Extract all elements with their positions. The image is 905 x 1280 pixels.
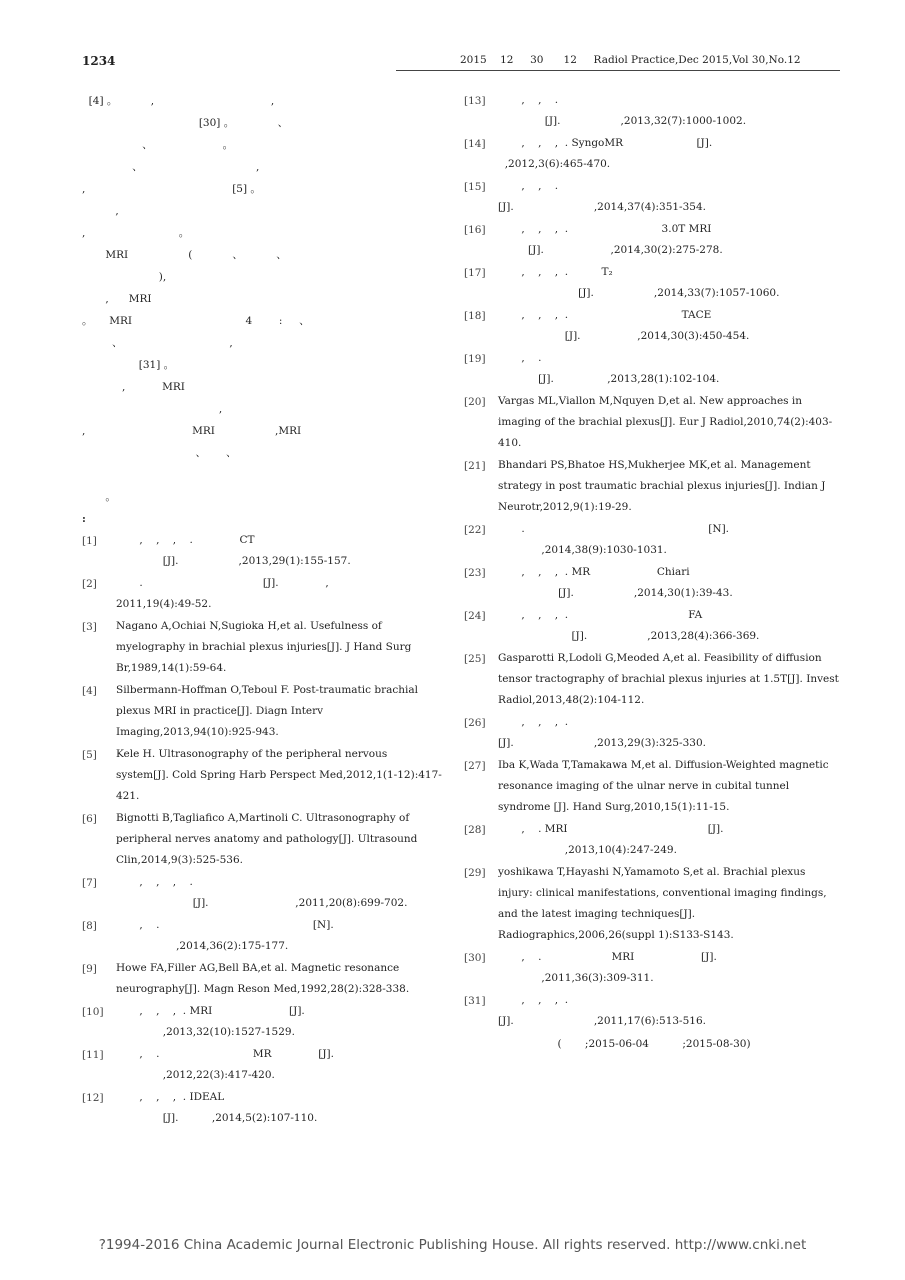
page-number: 1234 xyxy=(82,54,116,68)
reference-item xyxy=(464,455,840,518)
reference-number: [25] xyxy=(464,653,486,665)
copyright-footer: ?1994-2016 China Academic Journal Electronic Publishing House. All rights reserved. http://www.cnki.net xyxy=(98,1237,807,1253)
reference-text: , . [N]. ,2014,36(2):175-177. xyxy=(139,919,334,952)
reference-number: [22] xyxy=(464,524,486,536)
body-line: , MRI ,MRI xyxy=(82,425,302,437)
reference-text: , . MRI [J]. ,2011,36(3):309-311. xyxy=(521,951,717,984)
reference-item xyxy=(464,990,840,1032)
reference-text: , , , . TACE [J]. ,2014,30(3):450-454. xyxy=(521,309,750,342)
reference-list-right xyxy=(464,90,843,1032)
reference-item xyxy=(82,530,442,572)
reference-text: , , . [J]. ,2014,37(4):351-354. xyxy=(498,180,706,213)
reference-text: Bhandari PS,Bhatoe HS,Mukherjee MK,et al. Management strategy in post traumatic brachial plexus injuries[J]. Indian J Neurotr,2012,9(1):19-29. xyxy=(498,459,829,513)
reference-number: [19] xyxy=(464,353,486,365)
reference-text: , , , . T₂ [J]. ,2014,33(7):1057-1060. xyxy=(521,266,780,299)
reference-list-left xyxy=(82,530,442,1129)
reference-text: , , , . IDEAL [J]. ,2014,5(2):107-110. xyxy=(139,1091,318,1124)
reference-item xyxy=(82,1001,442,1043)
reference-text: Nagano A,Ochiai N,Sugioka H,et al. Usefulness of myelography in brachial plexus injuries[J]. J Hand Surg Br,1989,14(1):59-64. xyxy=(116,620,415,674)
reference-text: , , , . 3.0T MRI [J]. ,2014,30(2):275-278. xyxy=(521,223,723,256)
received-dates: ( ;2015-06-04 ;2015-08-30) xyxy=(464,1038,751,1050)
body-line: , MRI xyxy=(82,381,185,393)
reference-number: [30] xyxy=(464,952,486,964)
reference-text: , . [J]. ,2013,28(1):102-104. xyxy=(521,352,720,385)
body-line: ), xyxy=(82,271,167,283)
reference-text: , , , . MRI [J]. ,2013,32(10):1527-1529. xyxy=(139,1005,305,1038)
body-line: , xyxy=(82,205,119,217)
reference-item xyxy=(464,648,843,711)
reference-text: . [J]. , 2011,19(4):49-52. xyxy=(116,577,329,610)
reference-item xyxy=(464,262,840,304)
reference-number: [9] xyxy=(82,963,97,975)
reference-item xyxy=(464,176,840,218)
reference-number: [31] xyxy=(464,995,486,1007)
reference-number: [15] xyxy=(464,181,486,193)
reference-text: Vargas ML,Viallon M,Nquyen D,et al. New approaches in imaging of the brachial plexus[J]. Eur J Radiol,2010,74(2):403-410. xyxy=(498,395,833,449)
reference-number: [14] xyxy=(464,138,486,150)
body-line: , xyxy=(82,403,223,415)
body-line: 、 , xyxy=(82,337,233,349)
body-line: 。 xyxy=(82,491,116,503)
reference-item xyxy=(82,680,442,743)
reference-text: , , , . FA [J]. ,2013,28(4):366-369. xyxy=(521,609,760,642)
body-line: [31] 。 xyxy=(82,359,175,371)
reference-number: [28] xyxy=(464,824,486,836)
reference-item xyxy=(82,915,442,957)
reference-number: [23] xyxy=(464,567,486,579)
reference-item xyxy=(82,808,442,871)
reference-number: [5] xyxy=(82,749,97,761)
body-line: , [5] 。 xyxy=(82,183,261,195)
body-line: 、 , xyxy=(82,161,260,173)
right-column xyxy=(464,90,843,1055)
reference-text: , , , . CT [J]. ,2013,29(1):155-157. xyxy=(139,534,351,567)
reference-item xyxy=(82,573,442,615)
reference-item xyxy=(464,562,840,604)
reference-item xyxy=(464,862,840,946)
reference-number: [10] xyxy=(82,1006,104,1018)
reference-number: [17] xyxy=(464,267,486,279)
reference-number: [29] xyxy=(464,867,486,879)
reference-text: , , , . [J]. ,2011,20(8):699-702. xyxy=(139,876,408,909)
reference-text: , , , . SyngoMR [J]. ,2012,3(6):465-470. xyxy=(504,137,713,170)
reference-item xyxy=(82,872,442,914)
reference-item xyxy=(464,712,840,754)
reference-number: [7] xyxy=(82,877,97,889)
reference-number: [8] xyxy=(82,920,97,932)
reference-text: , . MRI [J]. ,2013,10(4):247-249. xyxy=(521,823,724,856)
reference-number: [26] xyxy=(464,717,486,729)
reference-number: [12] xyxy=(82,1092,104,1104)
reference-text: Bignotti B,Tagliafico A,Martinoli C. Ultrasonography of peripheral nerves anatomy and pathology[J]. Ultrasound Clin,2014,9(3):525-536. xyxy=(116,812,421,866)
body-line: , 。 xyxy=(82,227,190,239)
reference-number: [1] xyxy=(82,535,97,547)
reference-text: Howe FA,Filler AG,Bell BA,et al. Magnetic resonance neurography[J]. Magn Reson Med,1992,28(2):328-338. xyxy=(116,962,410,995)
header-rule xyxy=(396,70,840,71)
reference-item xyxy=(464,819,840,861)
reference-item xyxy=(82,616,442,679)
reference-text: , , , . [J]. ,2013,29(3):325-330. xyxy=(498,716,706,749)
reference-item xyxy=(82,1044,442,1086)
reference-item xyxy=(464,519,840,561)
left-column xyxy=(82,90,442,1130)
reference-item xyxy=(464,947,840,989)
reference-number: [21] xyxy=(464,460,486,472)
reference-item xyxy=(464,133,840,175)
reference-text: Gasparotti R,Lodoli G,Meoded A,et al. Feasibility of diffusion tensor tractography of brachial plexus injuries at 1.5T[J]. Invest Radiol,2013,48(2):104-112. xyxy=(498,652,843,706)
reference-text: Iba K,Wada T,Tamakawa M,et al. Diffusion-Weighted magnetic resonance imaging of the ulnar nerve in cubital tunnel syndrome [J]. Hand Surg,2010,15(1):11-15. xyxy=(498,759,832,813)
reference-text: , , , . [J]. ,2011,17(6):513-516. xyxy=(498,994,706,1027)
body-text xyxy=(82,90,442,508)
reference-number: [27] xyxy=(464,760,486,772)
reference-item xyxy=(464,605,840,647)
reference-item xyxy=(464,305,840,347)
reference-number: [4] xyxy=(82,685,97,697)
body-line xyxy=(82,464,442,486)
reference-text: Kele H. Ultrasonography of the peripheral nervous system[J]. Cold Spring Harb Perspect Med,2012,1(1-12):417-421. xyxy=(116,748,442,802)
reference-number: [18] xyxy=(464,310,486,322)
body-line: 。 MRI 4 : 、 xyxy=(82,315,310,327)
reference-number: [13] xyxy=(464,95,486,107)
reference-number: [24] xyxy=(464,610,486,622)
reference-text: yoshikawa T,Hayashi N,Yamamoto S,et al. Brachial plexus injury: clinical manifestations, conventional imaging findings, and the latest imaging techniques[J]. Radiographics,2006,26(suppl 1):S133-S143. xyxy=(498,866,830,941)
reference-number: [2] xyxy=(82,578,97,590)
reference-item xyxy=(464,90,840,132)
reference-text: . [N]. ,2014,38(9):1030-1031. xyxy=(521,523,730,556)
reference-number: [6] xyxy=(82,813,97,825)
reference-text: , . MR [J]. ,2012,22(3):417-420. xyxy=(139,1048,334,1081)
reference-item xyxy=(82,958,442,1000)
body-line: 、 。 xyxy=(82,139,234,151)
body-line: 、 、 xyxy=(82,447,237,459)
reference-item xyxy=(464,219,840,261)
reference-item xyxy=(82,744,442,807)
reference-number: [16] xyxy=(464,224,486,236)
references-heading: : xyxy=(82,513,86,525)
body-line: [30] 。 、 xyxy=(82,117,289,129)
reference-text: Silbermann-Hoffman O,Teboul F. Post-traumatic brachial plexus MRI in practice[J]. Diagn Interv Imaging,2013,94(10):925-943. xyxy=(116,684,422,738)
body-line: MRI ( 、 、 xyxy=(82,249,287,261)
reference-item xyxy=(464,348,840,390)
body-line: , MRI xyxy=(82,293,152,305)
reference-text: , , , . MR Chiari [J]. ,2014,30(1):39-43. xyxy=(521,566,733,599)
reference-number: [11] xyxy=(82,1049,104,1061)
reference-number: [20] xyxy=(464,396,486,408)
reference-item xyxy=(464,391,840,454)
reference-item xyxy=(464,755,840,818)
running-head: 2015 12 30 12 Radiol Practice,Dec 2015,Vol 30,No.12 xyxy=(460,54,801,66)
reference-number: [3] xyxy=(82,621,97,633)
body-line: [4] 。 , , xyxy=(82,95,275,107)
reference-item xyxy=(82,1087,442,1129)
reference-text: , , . [J]. ,2013,32(7):1000-1002. xyxy=(521,94,747,127)
